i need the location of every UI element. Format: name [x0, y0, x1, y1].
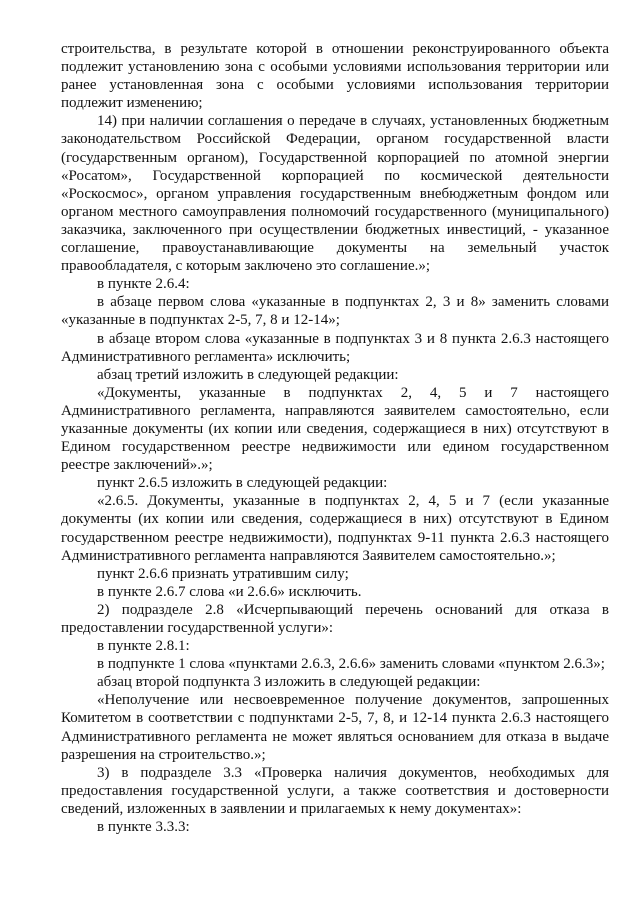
paragraph-7: «Документы, указанные в подпунктах 2, 4, 5 и 7 настоящего Административного регламента, направляются заявителем самостоятельно, если указанные документы (их копии или сведения, содержащиеся в них) отсутствуют в Едином государственном реестре недвижимости или едином государственном реестре заключений».»;	[61, 384, 609, 474]
paragraph-14: в подпункте 1 слова «пунктами 2.6.3, 2.6.6» заменить словами «пунктом 2.6.3»;	[97, 656, 605, 673]
paragraph-8: пункт 2.6.5 изложить в следующей редакции:	[97, 475, 388, 492]
paragraph-9: «2.6.5. Документы, указанные в подпунктах 2, 4, 5 и 7 (если указанные документы (их копии или сведения, содержащиеся в них) отсутствуют в Едином государственном реестре недвижимости), подпунктах 9-11 пункта 2.6.3 настоящего Административного регламента направляются Заявителем самостоятельно.»;	[61, 493, 609, 564]
paragraph-18: в пункте 3.3.3:	[97, 819, 190, 836]
paragraph-15: абзац второй подпункта 3 изложить в следующей редакции:	[97, 674, 481, 691]
paragraph-10: пункт 2.6.6 признать утратившим силу;	[97, 565, 349, 582]
paragraph-2: 14) при наличии соглашения о передаче в случаях, установленных бюджетным законодательством Российской Федерации, органом государственной власти (государственным органом), Государственной корпорацией по атомной энергии «Росатом», Государственной корпорацией по космической деятельности «Роскосмос», органом управления государственным внебюджетным фондом или органом местного самоуправления полномочий государственного (муниципального) заказчика, заключенного при осуществлении бюджетных инвестиций, - указанное соглашение, правоустанавливающие документы на земельный участок правообладателя, с которым заключено это соглашение.»;	[61, 113, 609, 275]
paragraph-3: в пункте 2.6.4:	[97, 276, 190, 293]
paragraph-17: 3) в подразделе 3.3 «Проверка наличия документов, необходимых для предоставления государственной услуги, а также соответствия и достоверности сведений, изложенных в заявлении и прилагаемых к нему документах»:	[61, 764, 609, 817]
paragraph-12: 2) подразделе 2.8 «Исчерпывающий перечень оснований для отказа в предоставлении государственной услуги»:	[61, 601, 609, 636]
paragraph-6: абзац третий изложить в следующей редакции:	[97, 366, 399, 383]
paragraph-4: в абзаце первом слова «указанные в подпунктах 2, 3 и 8» заменить словами «указанные в подпунктах 2-5, 7, 8 и 12-14»;	[61, 294, 609, 329]
paragraph-11: в пункте 2.6.7 слова «и 2.6.6» исключить.	[97, 583, 362, 600]
paragraph-16: «Неполучение или несвоевременное получение документов, запрошенных Комитетом в соответствии с подпунктами 2-5, 7, 8, и 12-14 пункта 2.6.3 настоящего Административного регламента не может являться основанием для отказа в выдаче разрешения на строительство.»;	[61, 692, 609, 763]
paragraph-1: строительства, в результате которой в отношении реконструированного объекта подлежит установлению зона с особыми условиями использования территории или ранее установленная зона с особыми условиями использования территории подлежит изменению;	[61, 41, 609, 112]
paragraph-13: в пункте 2.8.1:	[97, 638, 190, 655]
document-body	[61, 40, 609, 836]
paragraph-5: в абзаце втором слова «указанные в подпунктах 3 и 8 пункта 2.6.3 настоящего Административного регламента» исключить;	[61, 330, 609, 365]
